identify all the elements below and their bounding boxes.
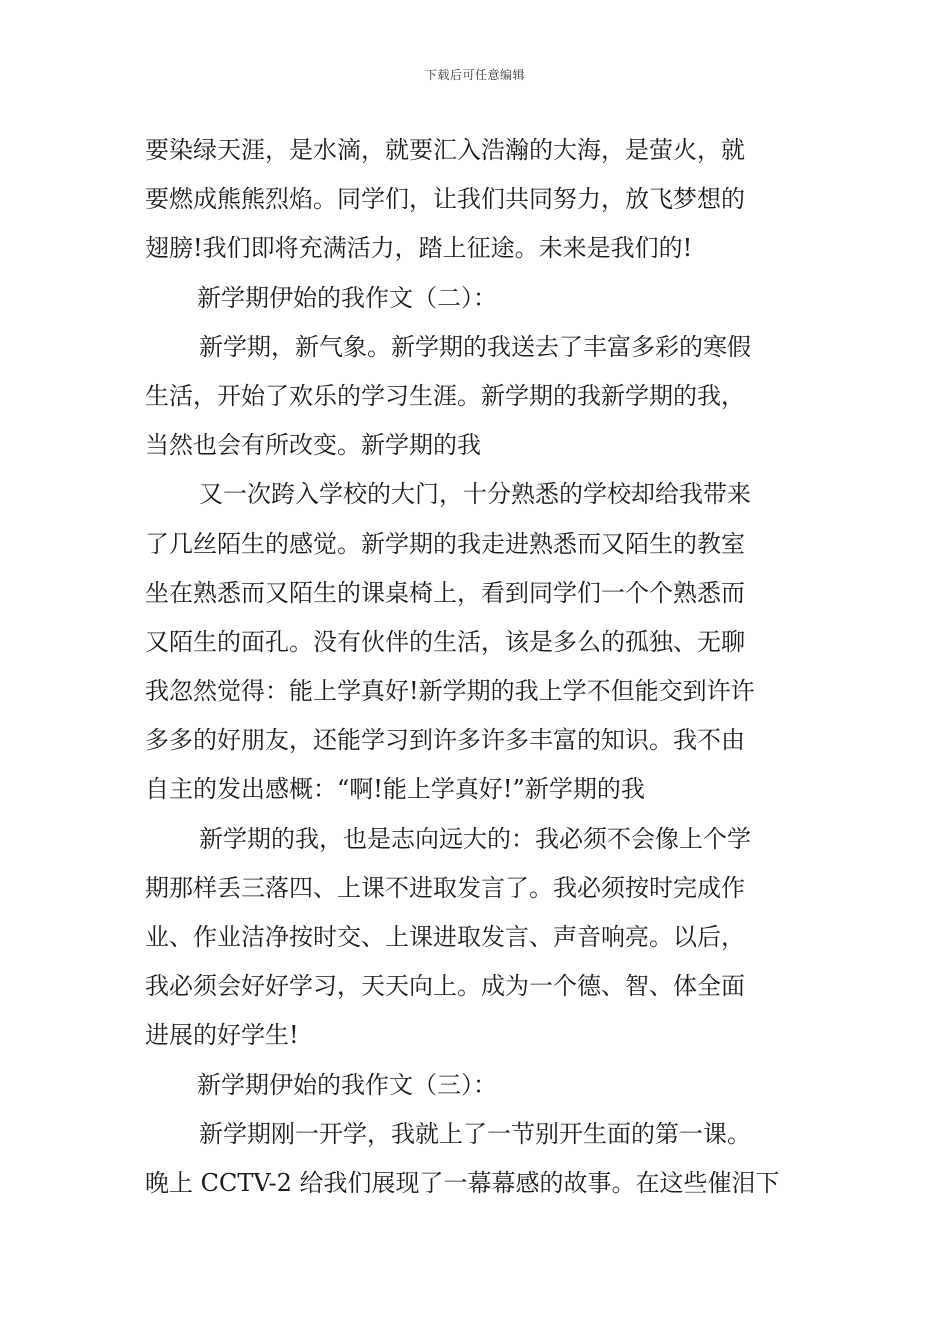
paragraph-start-line: 新学期的我，也是志向远大的：我必须不会像上个学 <box>199 824 751 853</box>
paragraph-start-line: 新学期刚一开学，我就上了一节别开生面的第一课。 <box>199 1119 751 1148</box>
page-header-note: 下载后可任意编辑 <box>424 68 525 82</box>
text-line: 要染绿天涯，是水滴，就要汇入浩瀚的大海，是萤火，就 <box>145 136 745 164</box>
text-line: 坐在熟悉而又陌生的课桌椅上，看到同学们一个个熟悉而 <box>145 578 745 607</box>
text-line: 自主的发出感概：“啊!能上学真好!”新学期的我 <box>145 775 645 804</box>
text-line: 我忽然觉得：能上学真好!新学期的我上学不但能交到许许 <box>145 677 755 706</box>
text-line: 期那样丢三落四、上课不进取发言了。我必须按时完成作 <box>145 873 745 902</box>
text-line: 要燃成熊熊烈焰。同学们，让我们共同努力，放飞梦想的 <box>145 185 745 214</box>
text-line: 当然也会有所改变。新学期的我 <box>145 431 481 460</box>
section-heading: 新学期伊始的我作文（二）： <box>197 283 497 312</box>
text-line: 我必须会好好学习，天天向上。成为一个德、智、体全面 <box>145 972 745 1001</box>
text-line: 业、作业洁净按时交、上课进取发言、声音响亮。以后， <box>145 923 745 951</box>
text-line: 多多的好朋友，还能学习到许多许多丰富的知识。我不由 <box>145 726 745 755</box>
section-heading: 新学期伊始的我作文（三）： <box>197 1070 497 1099</box>
text-line: 翅膀!我们即将充满活力，踏上征途。未来是我们的! <box>145 234 693 263</box>
document-body <box>145 126 810 1208</box>
text-line: 进展的好学生! <box>145 1021 299 1050</box>
paragraph-start-line: 又一次跨入学校的大门，十分熟悉的学校却给我带来 <box>199 480 751 509</box>
text-line: 生活，开始了欢乐的学习生涯。新学期的我新学期的我， <box>145 381 745 410</box>
paragraph-start-line: 新学期，新气象。新学期的我送去了丰富多彩的寒假 <box>199 332 751 361</box>
text-line: 晚上 CCTV-2 给我们展现了一幕幕感的故事。在这些催泪下 <box>145 1168 780 1197</box>
text-line: 又陌生的面孔。没有伙伴的生活，该是多么的孤独、无聊 <box>145 627 745 656</box>
text-line: 了几丝陌生的感觉。新学期的我走进熟悉而又陌生的教室 <box>145 529 745 558</box>
